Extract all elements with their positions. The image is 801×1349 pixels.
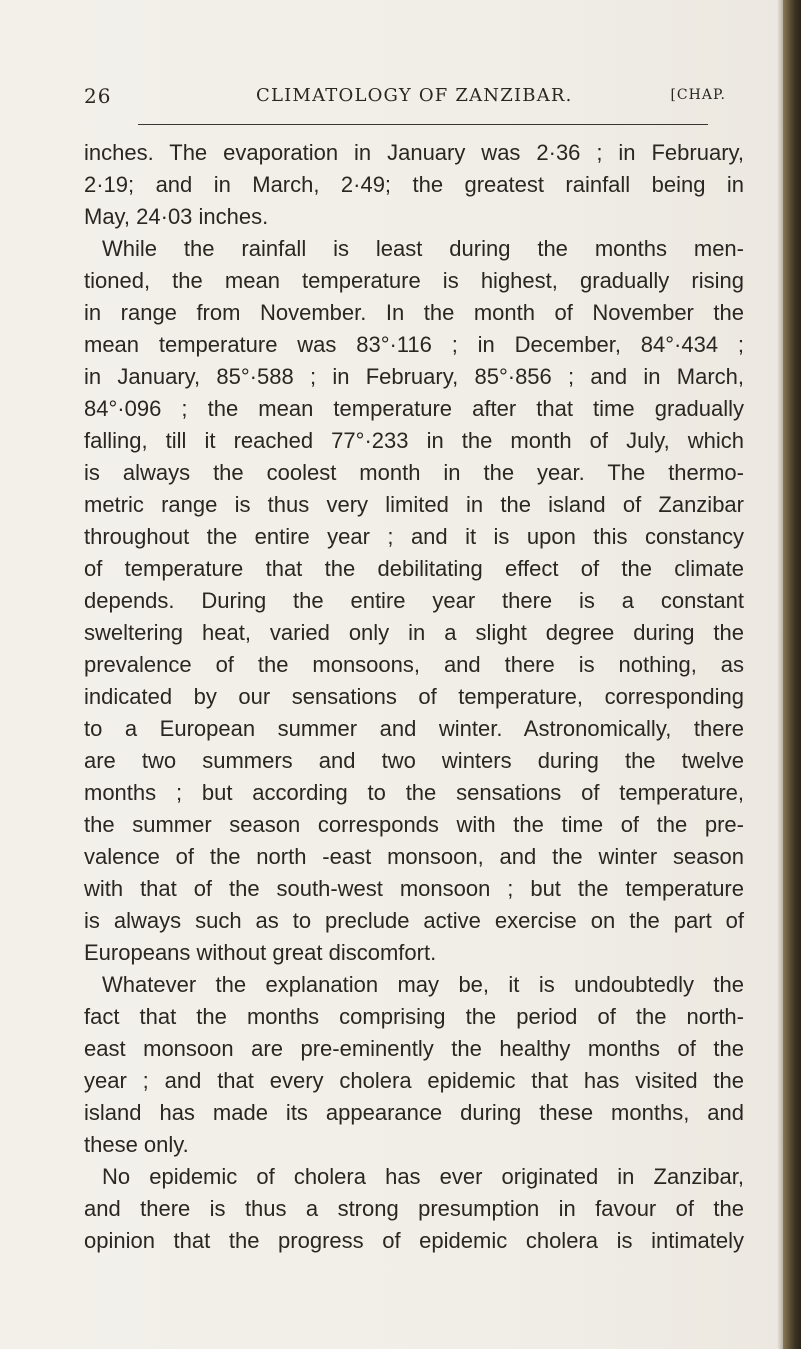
text-line: are two summers and two winters during the twelve xyxy=(84,748,744,773)
text-line: Europeans without great discomfort. xyxy=(84,940,437,965)
text-line: these only. xyxy=(84,1132,189,1157)
text-line: indicated by our sensations of temperature, corresponding xyxy=(84,684,744,709)
chapter-tag: [CHAP. xyxy=(670,87,726,103)
text-line: in January, 85°·588 ; in February, 85°·856 ; and in March, xyxy=(84,364,744,389)
text-line: throughout the entire year ; and it is upon this constancy xyxy=(84,524,744,549)
text-line: depends. During the entire year there is a constant xyxy=(84,588,744,613)
text-line: with that of the south-west monsoon ; but the temperature xyxy=(84,876,744,901)
text-line: year ; and that every cholera epidemic that has visited the xyxy=(84,1068,744,1093)
text-line: 84°·096 ; the mean temperature after that time gradually xyxy=(84,396,744,421)
text-line: in range from November. In the month of November the xyxy=(84,300,744,325)
text-line: months ; but according to the sensations of temperature, xyxy=(84,780,744,805)
text-line: inches. The evaporation in January was 2·36 ; in February, xyxy=(84,140,744,165)
text-line: 2·19; and in March, 2·49; the greatest rainfall being in xyxy=(84,172,744,197)
text-line: prevalence of the monsoons, and there is nothing, as xyxy=(84,652,744,677)
header-rule xyxy=(138,124,708,125)
text-line: Whatever the explanation may be, it is undoubtedly the xyxy=(102,972,744,997)
text-line: sweltering heat, varied only in a slight degree during the xyxy=(84,620,744,645)
text-line: to a European summer and winter. Astronomically, there xyxy=(84,716,744,741)
text-line: May, 24·03 inches. xyxy=(84,204,269,229)
text-line: is always the coolest month in the year. The thermo- xyxy=(84,460,744,485)
text-line: While the rainfall is least during the months men- xyxy=(102,236,744,261)
running-title: CLIMATOLOGY OF ZANZIBAR. xyxy=(256,85,573,106)
text-line: mean temperature was 83°·116 ; in December, 84°·434 ; xyxy=(84,332,744,357)
text-line: of temperature that the debilitating effect of the climate xyxy=(84,556,744,581)
text-line: falling, till it reached 77°·233 in the month of July, which xyxy=(84,428,744,453)
text-line: valence of the north -east monsoon, and the winter season xyxy=(84,844,744,869)
body-text xyxy=(84,137,744,1257)
text-line: east monsoon are pre-eminently the healthy months of the xyxy=(84,1036,744,1061)
page-header xyxy=(84,84,726,114)
book-spine xyxy=(783,0,801,1349)
text-line: tioned, the mean temperature is highest, gradually rising xyxy=(84,268,744,293)
text-line: metric range is thus very limited in the island of Zanzibar xyxy=(84,492,744,517)
text-line: No epidemic of cholera has ever originated in Zanzibar, xyxy=(102,1164,744,1189)
page-number: 26 xyxy=(84,84,112,108)
text-line: is always such as to preclude active exercise on the part of xyxy=(84,908,744,933)
text-line: fact that the months comprising the period of the north- xyxy=(84,1004,744,1029)
text-line: opinion that the progress of epidemic cholera is intimately xyxy=(84,1228,744,1253)
text-line: island has made its appearance during these months, and xyxy=(84,1100,744,1125)
text-line: and there is thus a strong presumption in favour of the xyxy=(84,1196,744,1221)
text-line: the summer season corresponds with the time of the pre- xyxy=(84,812,744,837)
